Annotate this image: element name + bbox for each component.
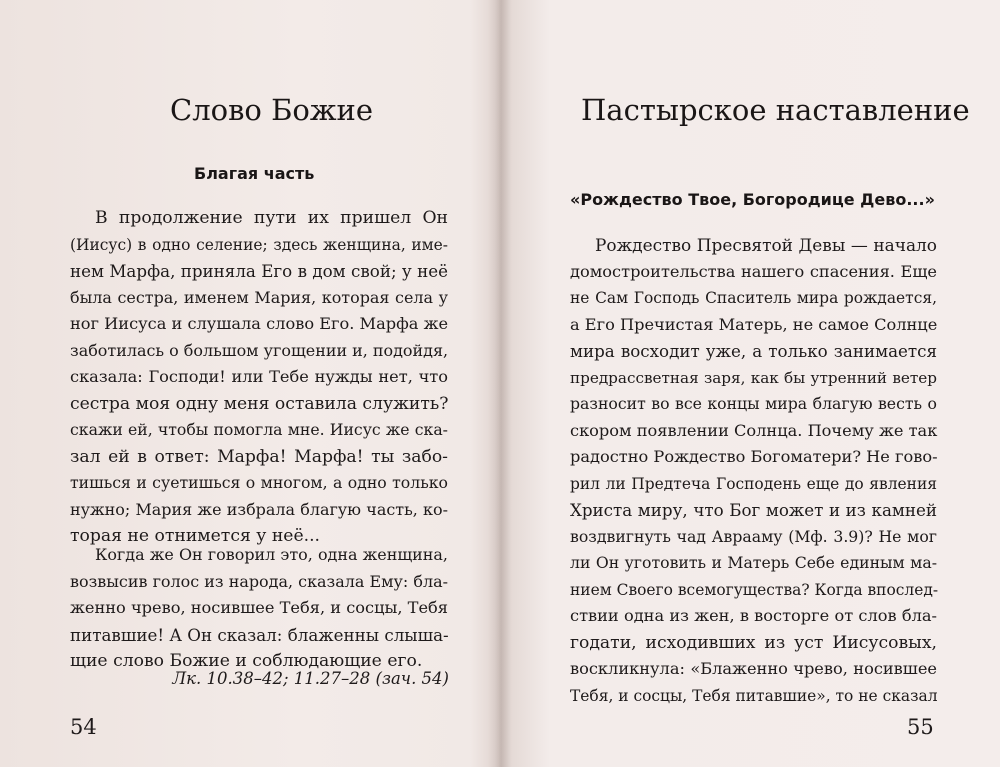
text-line: радостно Рождество Богоматери? Не гово- (570, 447, 938, 466)
text-line: нужно; Мария же избрала благую часть, ко- (70, 499, 448, 519)
text-line: нем Марфа, приняла Его в дом свой; у неё (70, 261, 448, 281)
right-page (505, 0, 1000, 767)
text-line: возвысив голос из народа, сказала Ему: бла- (70, 571, 448, 591)
text-line: ствии одна из жен, в восторге от слов бла- (570, 606, 937, 625)
text-line: мира восходит уже, а только занимается (570, 341, 937, 361)
right-page-subtitle: «Рождество Твое, Богородице Дево...» (570, 190, 935, 209)
page-number-right: 55 (907, 715, 934, 739)
text-line: торая не отнимется у неё... (70, 526, 321, 546)
text-line: Рождество Пресвятой Девы — начало (595, 235, 937, 255)
text-line: воскликнула: «Блаженно чрево, носившее (570, 659, 937, 678)
text-line: ног Иисуса и слушала слово Его. Марфа же (70, 314, 449, 333)
text-line: воздвигнуть чад Аврааму (Мф. 3.9)? Не мог (570, 526, 937, 546)
left-page-subtitle: Благая часть (194, 164, 315, 183)
text-line: (Иисус) в одно селение; здесь женщина, име- (70, 235, 448, 254)
text-line: сестра моя одну меня оставила служить? (70, 393, 449, 414)
text-line: Тебя, и сосцы, Тебя питавшие», то не сказал (570, 686, 938, 705)
text-line: а Его Пречистая Матерь, не самое Солнце (570, 314, 938, 334)
text-line: скором появлении Солнца. Почему же так (570, 420, 938, 440)
scripture-citation: Лк. 10.38–42; 11.27–28 (зач. 54) (172, 669, 449, 688)
text-line: скажи ей, чтобы помогла мне. Иисус же ска- (70, 420, 448, 439)
text-line: В продолжение пути их пришел Он (95, 208, 448, 228)
text-line: тишься и суетишься о многом, а одно только (70, 473, 448, 492)
text-line: щие слово Божие и соблюдающие его. (70, 651, 423, 671)
left-paragraph-2 (70, 542, 448, 675)
text-line: ли Он уготовить и Матерь Себе единым ма- (570, 553, 937, 572)
left-paragraph-1 (70, 205, 448, 550)
text-line: годати, исходивших из уст Иисусовых, (570, 632, 937, 653)
text-line: питавшие! А Он сказал: блаженны слыша- (70, 624, 449, 645)
text-line: нием Своего всемогущества? Когда впослед- (570, 580, 939, 599)
text-line: Христа миру, что Бог может и из камней (570, 500, 937, 520)
text-line: не Сам Господь Спаситель мира рождается, (570, 289, 937, 307)
left-page-title: Слово Божие (170, 93, 374, 127)
page-number-left: 54 (70, 715, 97, 739)
text-line: домостроительства нашего спасения. Еще (570, 261, 937, 281)
text-line: сказала: Господи! или Тебе нужды нет, что (70, 367, 448, 386)
text-line: рил ли Предтеча Господень еще до явления (570, 474, 937, 493)
right-paragraph-1 (570, 232, 937, 709)
text-line: Когда же Он говорил это, одна женщина, (95, 545, 448, 564)
left-page (0, 0, 495, 767)
text-line: зал ей в ответ: Марфа! Марфа! ты забо- (70, 446, 448, 467)
text-line: была сестра, именем Мария, которая села у (70, 287, 448, 307)
text-line: разносит во все концы мира благую весть о (570, 394, 937, 413)
text-line: женно чрево, носившее Тебя, и сосцы, Тебя (70, 598, 448, 617)
text-line: заботилась о большом угощении и, подойдя, (70, 340, 449, 360)
right-page-title: Пастырское наставление (581, 93, 970, 127)
text-line: предрассветная заря, как бы утренний ветер (570, 368, 937, 387)
